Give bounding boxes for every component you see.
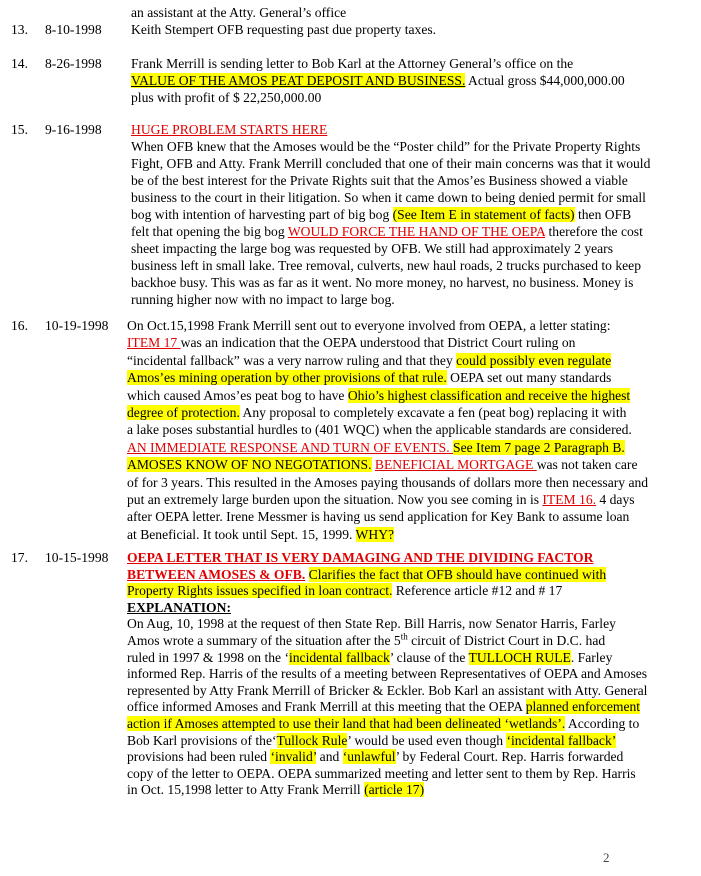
highlighted-text: ‘invalid’ <box>270 749 317 765</box>
emphasis-text: BENEFICIAL MORTGAGE <box>374 457 537 473</box>
emphasis-text: BETWEEN AMOSES & OFB. <box>127 566 306 582</box>
text-span: informed Rep. Harris of the results of a meeting between Representatives of OEPA and Amoses <box>127 666 648 682</box>
text-span: Keith Stempert OFB requesting past due property taxes. <box>131 22 437 37</box>
page-number: 2 <box>603 850 610 865</box>
text-span: after OEPA letter. Irene Messmer is having us send application for Key Bank to assume loan <box>127 509 630 525</box>
text-span: Any proposal to completely excavate a fen (peat bog) replacing it with <box>239 405 627 420</box>
text-span: sheet impacting the large bog was requested by OFB. We still had approximately 2 years <box>131 241 613 256</box>
emphasis-text: OEPA LETTER THAT IS VERY DAMAGING AND THE DIVIDING FACTOR <box>127 550 594 565</box>
text-span: backhoe busy. This was as far as it went. No more money, no harvest, no business. Money is <box>131 275 634 290</box>
text-line <box>131 292 395 308</box>
text-span: put an extremely large burden upon the situation. Now you see coming in is <box>127 492 543 507</box>
text-span: “incidental fallback” was a very narrow ruling and that they <box>127 352 457 368</box>
highlighted-text: Property Rights issues specified in loan contract. <box>127 583 393 599</box>
text-span: EXPLANATION: <box>127 599 231 615</box>
text-span: business to the court in their litigation. So when it came down to being denied permit for small <box>131 190 646 205</box>
text-span: th <box>400 631 408 642</box>
text-line <box>131 156 650 172</box>
highlighted-text: ‘incidental fallback’ <box>506 732 617 748</box>
text-line <box>131 258 641 274</box>
text-line <box>127 766 636 782</box>
text-span: and <box>316 749 343 765</box>
text-span: circuit of District Court in D.C. had <box>407 633 606 648</box>
text-line <box>127 683 647 699</box>
highlighted-text: TULLOCH RULE <box>468 649 571 665</box>
text-line <box>131 56 573 72</box>
text-span: ruled in 1997 & 1998 on the ‘ <box>127 649 289 665</box>
text-span: in Oct. 15,1998 letter to Atty Frank Merrill <box>127 782 365 798</box>
highlighted-text: action if Amoses attempted to use their land that had been delineated ‘wetlands’. <box>127 716 566 731</box>
item-number: 16. <box>11 318 28 333</box>
item-date: 8-26-1998 <box>45 56 102 71</box>
text-line <box>131 207 631 223</box>
text-span: Fight, OFB and Atty. Frank Merrill concluded that one of their main concerns was that it would <box>131 156 651 171</box>
text-span: provisions had been ruled <box>127 749 271 765</box>
text-span: When OFB knew that the Amoses would be the “Poster child” for the Private Property Rights <box>131 139 641 154</box>
text-span: business left in small lake. Tree removal, culverts, new haul roads, 2 trucks purchased to keep <box>131 258 642 273</box>
highlighted-text: degree of protection. <box>127 405 240 420</box>
text-line <box>127 616 616 632</box>
text-line <box>127 509 629 525</box>
text-line <box>131 224 643 240</box>
continuation-line: an assistant at the Atty. General’s office <box>131 5 347 20</box>
highlighted-text: See Item 7 page 2 Paragraph B. <box>453 439 625 455</box>
highlighted-text: planned enforcement <box>525 699 641 715</box>
text-span: . Farley <box>570 649 613 665</box>
text-span: a lake poses substantial hurdles to (401 WQC) when the applicable standards are considered. <box>127 422 632 438</box>
text-line <box>127 457 637 473</box>
text-line <box>127 318 611 334</box>
emphasis-text: AN IMMEDIATE RESPONSE AND TURN OF EVENTS. <box>127 439 454 455</box>
emphasis-text: HUGE PROBLEM STARTS HERE <box>131 122 328 137</box>
text-span: then OFB <box>574 207 632 222</box>
highlighted-text: ‘unlawful <box>342 749 396 765</box>
text-span: copy of the letter to OEPA. OEPA summarized meeting and letter sent to them by Rep. Harris <box>127 765 636 781</box>
text-span: running higher now with no impact to large bog. <box>131 292 395 307</box>
text-line <box>127 666 647 682</box>
text-line <box>127 388 630 404</box>
text-line <box>127 353 611 369</box>
text-span: which caused Amos’es peat bog to have <box>127 387 348 403</box>
text-line <box>127 492 635 508</box>
highlighted-text: Tullock Rule <box>276 732 348 748</box>
text-line <box>131 190 646 206</box>
item-number: 15. <box>11 122 28 137</box>
text-span: be of the best interest for the Private Rights suit that the Amos’es Business showed a viable <box>131 173 628 188</box>
text-span: office informed Amoses and Frank Merrill at this meeting that the OEPA <box>127 699 526 715</box>
text-line <box>131 173 628 189</box>
text-span: ’ would be used even though <box>347 732 507 748</box>
text-span: ’ by Federal Court. Rep. Harris forwarded <box>395 749 624 765</box>
text-span: bog with intention of harvesting part of big bog <box>131 207 393 222</box>
text-span: Reference article #12 and # 17 <box>392 583 563 599</box>
text-line <box>131 241 613 257</box>
highlighted-text: incidental fallback <box>288 649 390 665</box>
item-date: 10-15-1998 <box>45 550 109 565</box>
text-line <box>127 550 593 566</box>
text-span: plus with profit of $ 22,250,000.00 <box>131 90 322 105</box>
text-span: was an indication that the OEPA understood that District Court ruling on <box>180 335 576 351</box>
highlighted-text: Clarifies the fact that OFB should have continued with <box>308 566 607 582</box>
item-number: 14. <box>11 56 28 71</box>
text-line <box>127 633 605 649</box>
highlighted-text: WHY? <box>355 526 395 542</box>
text-line <box>127 600 231 616</box>
highlighted-text: AMOSES KNOW OF NO NEGOTATIONS. <box>127 457 372 473</box>
text-span: Bob Karl provisions of the‘ <box>127 732 277 748</box>
text-line <box>127 567 606 583</box>
emphasis-text: WOULD FORCE THE HAND OF THE OEPA <box>287 224 546 239</box>
text-span: at Beneficial. It took until Sept. 15, 1999. <box>127 526 356 542</box>
text-span: was not taken care <box>536 457 638 473</box>
text-line <box>131 90 321 106</box>
text-line <box>127 782 424 798</box>
text-line <box>131 122 327 138</box>
emphasis-text: ITEM 16. <box>542 492 597 507</box>
text-line <box>127 475 648 491</box>
text-line <box>131 275 633 291</box>
highlighted-text: Amos’es mining operation by other provisions of that rule. <box>127 370 447 386</box>
text-line <box>127 716 639 732</box>
item-date: 8-10-1998 <box>45 22 102 37</box>
text-line <box>127 422 632 438</box>
item-date: 9-16-1998 <box>45 122 102 137</box>
text-span: of for 3 years. This resulted in the Amoses paying thousands of dollars more then necessary and <box>127 474 649 490</box>
text-line <box>127 405 626 421</box>
text-span: 4 days <box>596 492 635 507</box>
text-span: On Aug, 10, 1998 at the request of then State Rep. Bill Harris, now Senator Harris, Farley <box>127 616 616 632</box>
text-span: felt that opening the big bog <box>131 224 288 239</box>
text-line <box>127 440 625 456</box>
highlighted-text: could possibly even regulate <box>456 352 612 368</box>
item-date: 10-19-1998 <box>45 318 109 333</box>
text-line <box>131 139 640 155</box>
text-line <box>131 73 625 89</box>
text-span: represented by Atty Frank Merrill of Bricker & Eckler. Bob Karl an assistant with Atty. General <box>127 682 648 698</box>
text-line <box>127 527 394 543</box>
highlighted-text: (See Item E in statement of facts) <box>392 207 575 222</box>
item-number: 13. <box>11 22 28 37</box>
text-line <box>127 335 575 351</box>
text-line <box>127 749 623 765</box>
item-number: 17. <box>11 550 28 565</box>
text-line <box>127 370 611 386</box>
text-span: ’ clause of the <box>389 649 469 665</box>
text-span: According to <box>565 716 640 731</box>
text-span: OEPA set out many standards <box>446 370 612 386</box>
emphasis-text: ITEM 17 <box>127 335 181 351</box>
text-line <box>127 650 612 666</box>
text-span: Amos wrote a summary of the situation after the 5 <box>127 633 401 648</box>
text-line <box>127 699 640 715</box>
text-span: Frank Merrill is sending letter to Bob Karl at the Attorney General’s office on the <box>131 56 574 71</box>
text-span: On Oct.15,1998 Frank Merrill sent out to everyone involved from OEPA, a letter stating: <box>127 318 611 333</box>
highlighted-text: (article 17) <box>364 782 425 798</box>
text-line <box>127 583 562 599</box>
text-span: Actual gross $44,000,000.00 <box>465 73 625 88</box>
text-line <box>131 22 436 38</box>
highlighted-text: Ohio’s highest classification and receive the highest <box>347 387 631 403</box>
highlighted-text: VALUE OF THE AMOS PEAT DEPOSIT AND BUSINESS. <box>131 73 466 88</box>
text-span: therefore the cost <box>545 224 643 239</box>
text-line <box>127 733 616 749</box>
